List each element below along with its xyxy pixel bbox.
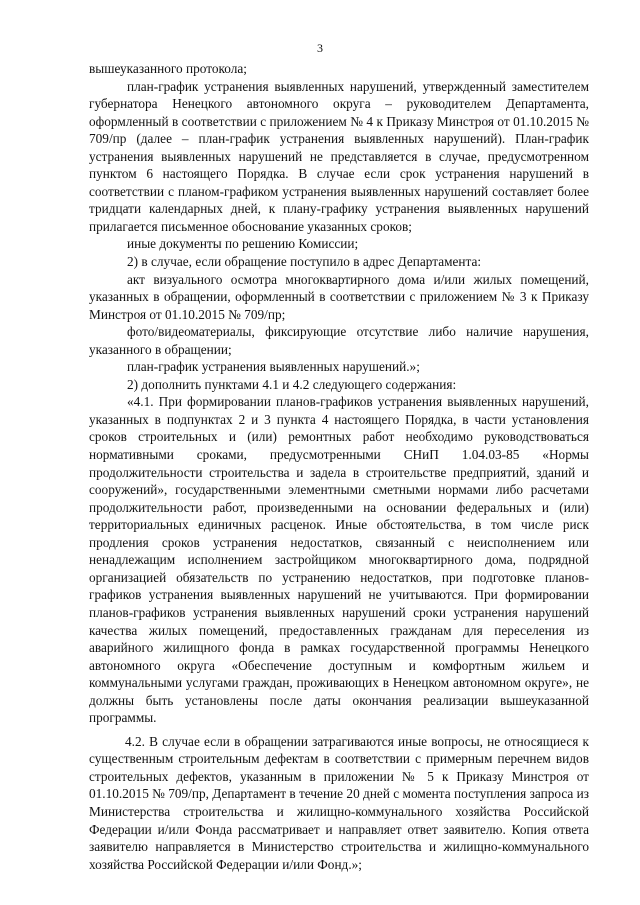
paragraph-plan-schedule: план-график устранения выявленных нарушений, утвержденный заместителем губернатора Ненецкого автономного округа – руководителем Департамента, оформленный в соответствии с приложением № 4 к Приказу Минстроя от 01.10.2015 № 709/пр (далее – план-график устранения выявленных нарушений). План-график устранения выявленных нарушений не представляется в случае, предусмотренном пунктом 6 настоящего Порядка. В случае если срок устранения нарушений в соответствии с планом-графиком устранения выявленных нарушений составляет более тридцати календарных дней, к плану-графику устранения выявленных нарушений прилагается письменное обоснование указанных сроков;	[89, 78, 589, 234]
paragraph-protocol-end: вышеуказанного протокола;	[89, 61, 247, 76]
paragraph-point-4-1: «4.1. При формировании планов-графиков устранения выявленных нарушений, указанных в подпунктах 2 и 3 пункта 4 настоящего Порядка, в части установления сроков строительных и (или) ремонтных работ необходимо руководствоваться нормативными сроками, предусмотренными СНиП 1.04.03-85 «Нормы продолжительности строительства и задела в строительстве предприятий, зданий и сооружений», государственными элементными сметными нормами либо расчетами продолжительности работ, произведенными на основании федеральных и (или) территориальных единичных расценок. Иные обстоятельства, в том числе риск продления сроков устранения недостатков, связанный с неисполнением или ненадлежащим исполнением застройщиком многоквартирного дома, подрядной организацией обязательств по устранению недостатков, при подготовке планов-графиков устранения выявленных нарушений не учитываются. При формировании планов-графиков устранения выявленных нарушений сроки устранения нарушений качества жилых помещений, предоставленных гражданам для переселения из аварийного жилищного фонда в рамках государственной программы Ненецкого автономного округа «Обеспечение доступным и комфортным жильем и коммунальными услугами граждан, проживающих в Ненецком автономном округе», не должны быть установлены после даты окончания реализации вышеуказанной программы.	[89, 394, 589, 726]
paragraph-plan-schedule-short: план-график устранения выявленных нарушений.»;	[127, 359, 420, 375]
document-body	[89, 60, 589, 873]
paragraph-photo-video: фото/видеоматериалы, фиксирующие отсутствие либо наличие нарушения, указанного в обращении;	[89, 324, 589, 357]
paragraph-appeal-department: 2) в случае, если обращение поступило в адрес Департамента:	[127, 254, 482, 270]
paragraph-visual-inspection-act: акт визуального осмотра многоквартирного дома и/или жилых помещений, указанных в обращении, оформленный в соответствии с приложением № 3 к Приказу Минстроя от 01.10.2015 № 709/пр;	[89, 271, 589, 322]
page-number: 3	[317, 41, 323, 55]
paragraph-supplement-points: 2) дополнить пунктами 4.1 и 4.2 следующего содержания:	[127, 376, 457, 392]
paragraph-point-4-2: 4.2. В случае если в обращении затрагиваются иные вопросы, не относящиеся к существенным строительным дефектам в соответствии с примерным перечнем видов строительных дефектов, указанным в приложении № 5 к Приказу Минстроя от 01.10.2015 № 709/пр, Департамент в течение 20 дней с момента поступления запроса из Министерства строительства и жилищно-коммунального хозяйства Российской Федерации и/или Фонда рассматривает и направляет ответ заявителю. Копия ответа заявителю направляется в Министерство строительства и жилищно-коммунального хозяйства Российской Федерации и/или Фонд.»;	[89, 733, 589, 872]
paragraph-other-documents: иные документы по решению Комиссии;	[127, 236, 359, 252]
